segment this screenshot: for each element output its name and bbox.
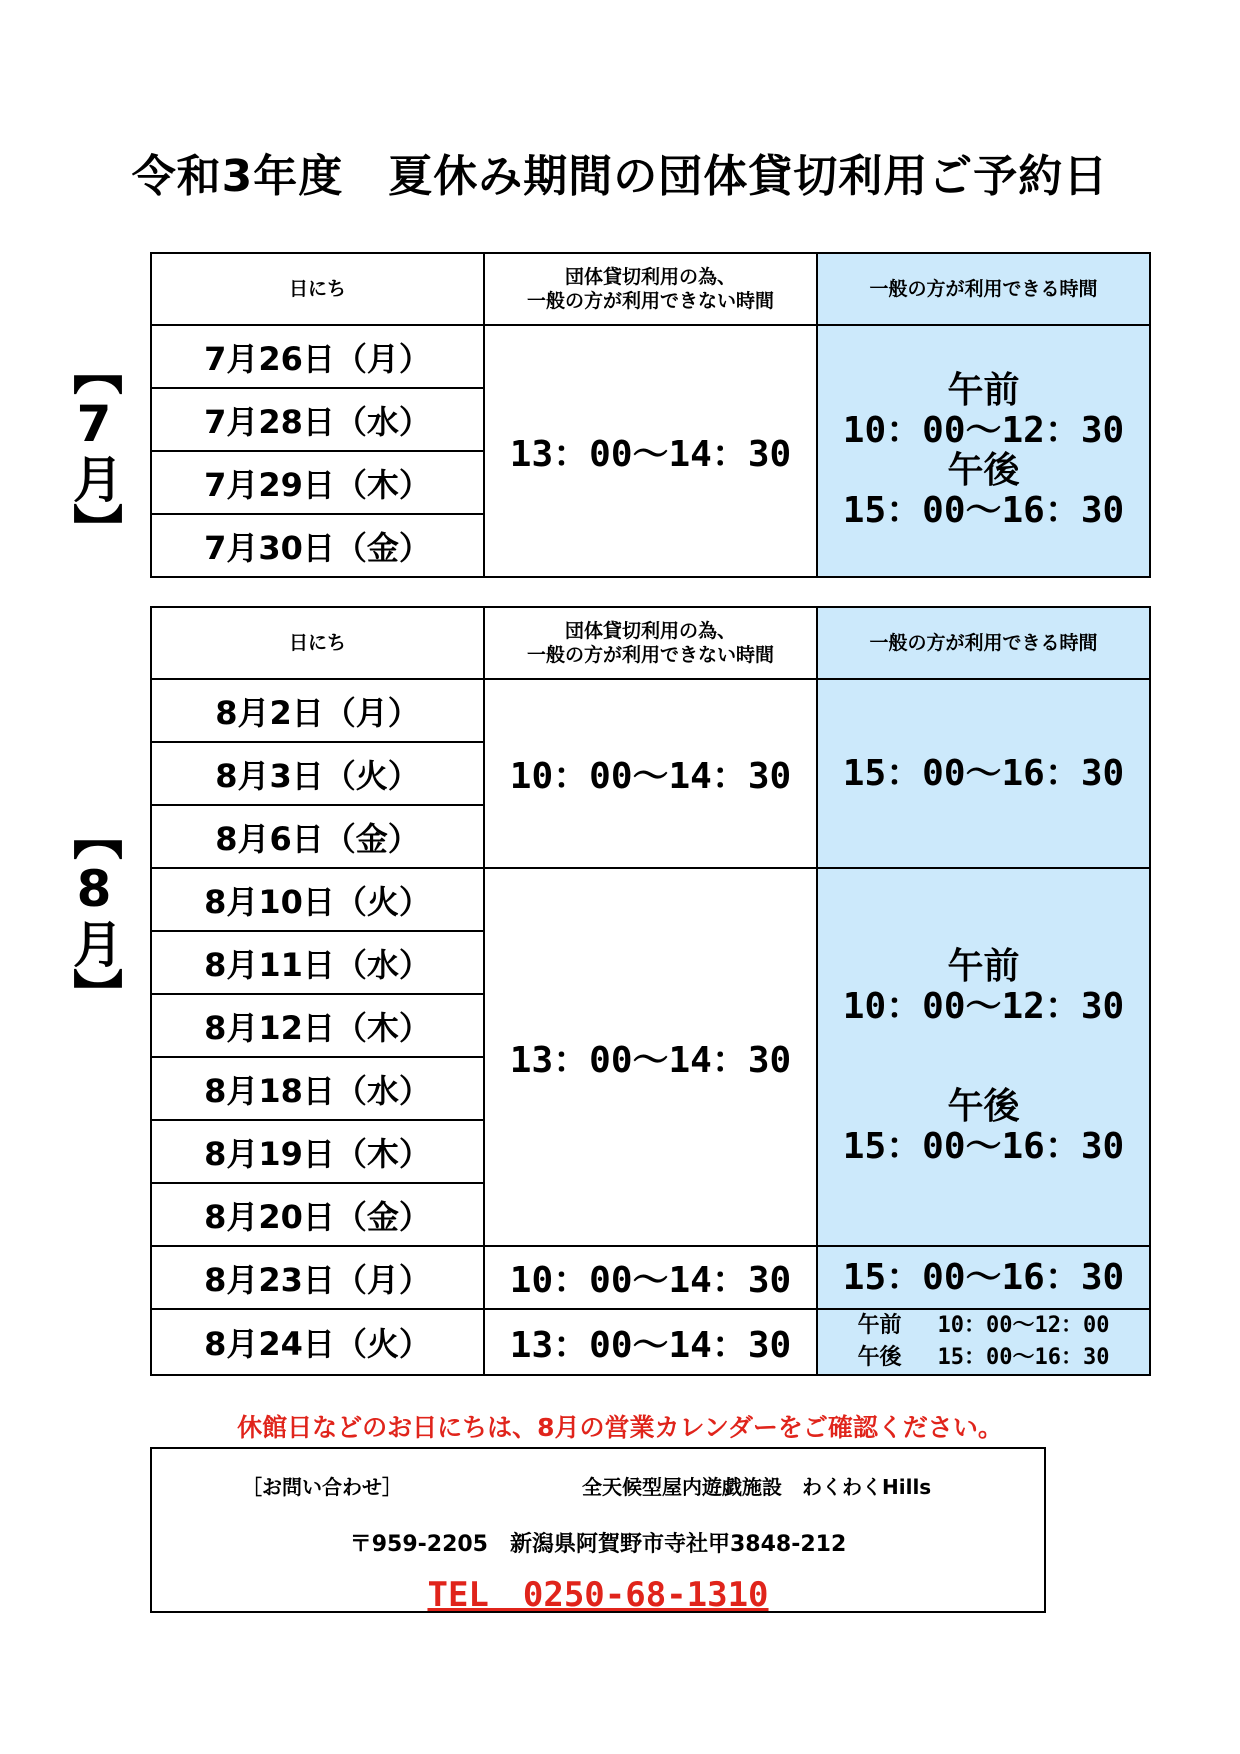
date-cell: 7月26日（月） bbox=[151, 325, 484, 388]
address: 〒959-2205 新潟県阿賀野市寺社甲3848-212 bbox=[349, 1532, 847, 1557]
page-title: 令和3年度 夏休み期間の団体貸切利用ご予約日 bbox=[131, 151, 1109, 202]
am-time: 10：00～12：00 bbox=[937, 1313, 1110, 1338]
date-cell: 8月23日（月） bbox=[151, 1246, 484, 1309]
pm-time: 15：00～16：30 bbox=[937, 1345, 1110, 1370]
header-available: 一般の方が利用できる時間 bbox=[817, 253, 1150, 325]
available-time: 15：00～16：30 bbox=[842, 1256, 1125, 1298]
header-blocked: 団体貸切利用の為、 一般の方が利用できない時間 bbox=[484, 607, 817, 679]
available-time-cell bbox=[817, 1246, 1150, 1309]
spacer bbox=[818, 1027, 1149, 1087]
blocked-time-cell: 10：00～14：30 bbox=[484, 1246, 817, 1309]
date-cell: 7月29日（木） bbox=[151, 451, 484, 514]
date-cell: 7月30日（金） bbox=[151, 514, 484, 577]
am-label: 午前 bbox=[947, 946, 1020, 987]
available-time-cell bbox=[817, 868, 1150, 1246]
month-label-july bbox=[62, 345, 126, 566]
date-cell: 8月18日（水） bbox=[151, 1057, 484, 1120]
date-cell: 8月12日（木） bbox=[151, 994, 484, 1057]
am-label: 午前 bbox=[947, 370, 1020, 411]
month-label-august bbox=[62, 810, 126, 1031]
facility-name: 全天候型屋内遊戯施設 わくわくHills bbox=[582, 1475, 932, 1499]
august-schedule-table bbox=[150, 606, 1151, 1376]
am-label: 午前 bbox=[857, 1313, 902, 1338]
phone-link[interactable]: TEL 0250-68-1310 bbox=[427, 1575, 769, 1615]
am-row bbox=[818, 1310, 1149, 1342]
pm-time: 15：00～16：30 bbox=[842, 490, 1125, 531]
pm-label: 午後 bbox=[947, 450, 1020, 491]
pm-row bbox=[818, 1342, 1149, 1374]
am-time: 10：00～12：30 bbox=[842, 986, 1125, 1027]
month-label-august-text: 【8月】 bbox=[65, 810, 123, 1018]
date-cell: 8月24日（火） bbox=[151, 1309, 484, 1375]
date-cell: 8月3日（火） bbox=[151, 742, 484, 805]
date-cell: 8月2日（月） bbox=[151, 679, 484, 742]
blocked-time-cell: 10：00～14：30 bbox=[484, 679, 817, 868]
available-time-cell bbox=[817, 325, 1150, 577]
contact-label: ［お問い合わせ］ bbox=[242, 1475, 402, 1499]
calendar-note: 休館日などのお日にちは、8月の営業カレンダーをご確認ください。 bbox=[237, 1413, 1003, 1442]
available-time: 15：00～16：30 bbox=[842, 752, 1125, 794]
date-cell: 8月19日（木） bbox=[151, 1120, 484, 1183]
available-time-cell bbox=[817, 1309, 1150, 1375]
pm-label: 午後 bbox=[857, 1345, 902, 1370]
date-cell: 7月28日（水） bbox=[151, 388, 484, 451]
date-cell: 8月20日（金） bbox=[151, 1183, 484, 1246]
am-time: 10：00～12：30 bbox=[842, 410, 1125, 451]
header-available: 一般の方が利用できる時間 bbox=[817, 607, 1150, 679]
contact-box bbox=[150, 1447, 1046, 1613]
blocked-time-cell: 13：00～14：30 bbox=[484, 325, 817, 577]
blocked-time-cell: 13：00～14：30 bbox=[484, 868, 817, 1246]
pm-label: 午後 bbox=[947, 1086, 1020, 1127]
header-date: 日にち bbox=[151, 607, 484, 679]
july-schedule-table bbox=[150, 252, 1151, 578]
pm-time: 15：00～16：30 bbox=[842, 1126, 1125, 1167]
month-label-july-text: 【7月】 bbox=[65, 345, 123, 553]
date-cell: 8月6日（金） bbox=[151, 805, 484, 868]
date-cell: 8月11日（水） bbox=[151, 931, 484, 994]
blocked-time-cell: 13：00～14：30 bbox=[484, 1309, 817, 1375]
date-cell: 8月10日（火） bbox=[151, 868, 484, 931]
header-blocked: 団体貸切利用の為、 一般の方が利用できない時間 bbox=[484, 253, 817, 325]
available-time-cell bbox=[817, 679, 1150, 868]
header-date: 日にち bbox=[151, 253, 484, 325]
